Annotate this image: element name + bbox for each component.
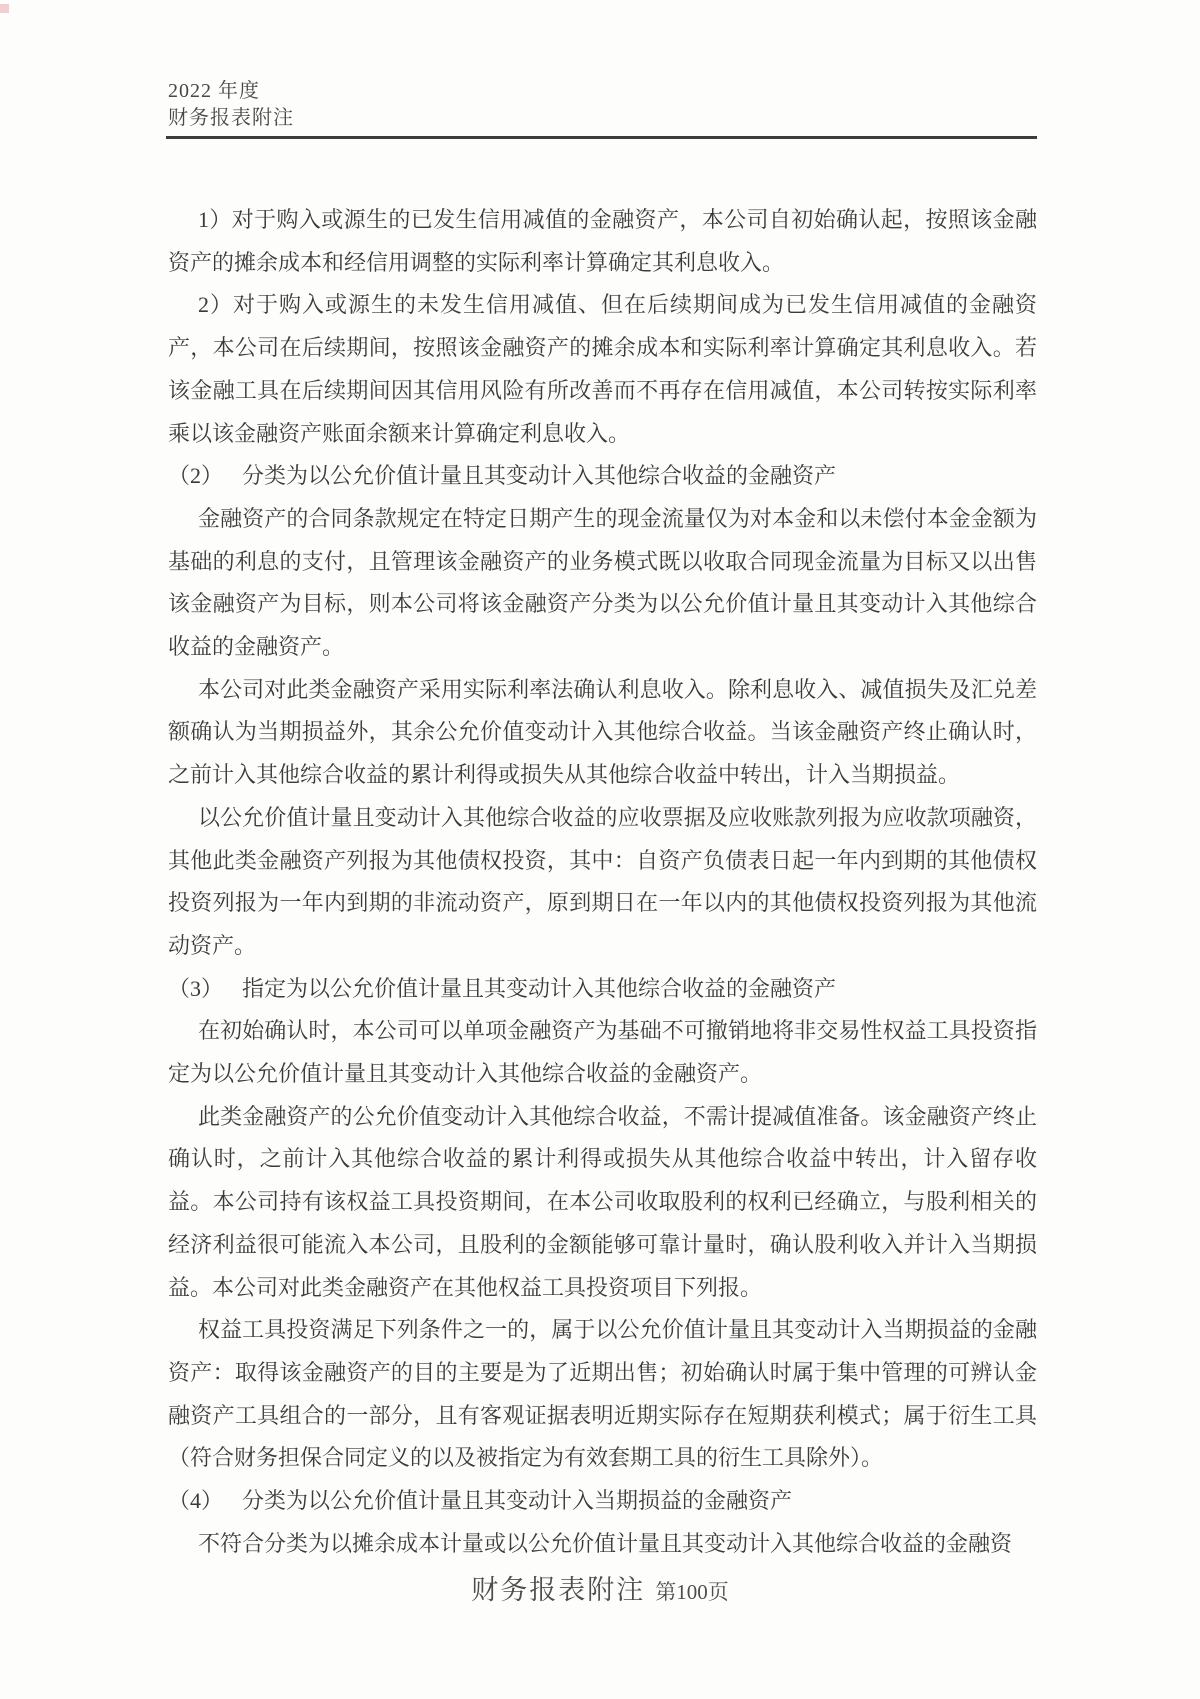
paragraph-fvtpl-conditions: 权益工具投资满足下列条件之一的，属于以公允价值计量且其变动计入当期损益的金融资产：取得该金融资产的目的主要是为了近期出售；初始确认时属于集中管理的可辨认金融资产工具组合的一部分，且有客观证据表明近期实际存在短期获利模式；属于衍生工具（符合财务担保合同定义的以及被指定为有效套期工具的衍生工具除外）。 [168,1317,1037,1471]
heading-text: 指定为以公允价值计量且其变动计入其他综合收益的金融资产 [242,975,837,1001]
paragraph-receivables-financing: 以公允价值计量且变动计入其他综合收益的应收票据及应收账款列报为应收款项融资，其他此类金融资产列报为其他债权投资，其中：自资产负债表日起一年内到期的其他债权投资列报为一年内到期的非流动资产，原到期日在一年以内的其他债权投资列报为其他流动资产。 [168,804,1037,958]
header-title-line: 财务报表附注 [168,107,294,129]
heading-number: （3） [168,975,224,1001]
footer-title: 财务报表附注 [471,1575,646,1605]
paragraph-contract-terms: 金融资产的合同条款规定在特定日期产生的现金流量仅为对本金和以未偿付本金金额为基础的利息的支付，且管理该金融资产的业务模式既以收取合同现金流量为目标又以出售该金融资产为目标，则本公司将该金融资产分类为以公允价值计量且其变动计入其他综合收益的金融资产。 [168,505,1037,660]
footer-page-number: 第100页 [655,1580,729,1604]
paragraph-credit-impaired-purchased: 1）对于购入或源生的已发生信用减值的金融资产，本公司自初始确认起，按照该金融资产的摊余成本和经信用调整的实际利率计算确定其利息收入。 [168,207,1037,275]
section-heading-fvoci-classified [168,455,1037,498]
paragraph-equity-instrument-treatment: 此类金融资产的公允价值变动计入其他综合收益，不需计提减值准备。该金融资产终止确认时，之前计入其他综合收益的累计利得或损失从其他综合收益中转出，计入留存收益。本公司持有该权益工具投资期间，在本公司收取股利的权利已经确立，与股利相关的经济利益很可能流入本公司，且股利的金额能够可靠计量时，确认股利收入并计入当期损益。本公司对此类金融资产在其他权益工具投资项目下列报。 [168,1103,1037,1300]
header-rule [166,136,1037,139]
section-heading-fvoci-designated [168,968,1037,1011]
document-body [168,199,1037,1566]
section-heading-fvtpl-classified [168,1480,1037,1523]
paragraph-initial-designation: 在初始确认时，本公司可以单项金融资产为基础不可撤销地将非交易性权益工具投资指定为以公允价值计量且其变动计入其他综合收益的金融资产。 [168,1018,1037,1087]
paragraph-effective-interest: 本公司对此类金融资产采用实际利率法确认利息收入。除利息收入、减值损失及汇兑差额确认为当期损益外，其余公允价值变动计入其他综合收益。当该金融资产终止确认时，之前计入其他综合收益的累计利得或损失从其他综合收益中转出，计入当期损益。 [168,676,1037,788]
header-year-line: 2022 年度 [168,80,260,102]
heading-text: 分类为以公允价值计量且其变动计入当期损益的金融资产 [242,1488,793,1514]
heading-number: （2） [168,463,224,489]
scan-artifact [0,4,9,13]
heading-text: 分类为以公允价值计量且其变动计入其他综合收益的金融资产 [242,463,837,489]
page-header [168,78,1037,132]
paragraph-subsequently-impaired: 2）对于购入或源生的未发生信用减值、但在后续期间成为已发生信用减值的金融资产，本公司在后续期间，按照该金融资产的摊余成本和实际利率计算确定其利息收入。若该金融工具在后续期间因其信用风险有所改善而不再存在信用减值，本公司转按实际利率乘以该金融资产账面余额来计算确定利息收入。 [168,292,1037,446]
paragraph-not-qualifying: 不符合分类为以摊余成本计量或以公允价值计量且其变动计入其他综合收益的金融资 [198,1530,1013,1556]
page-footer [0,1568,1200,1607]
heading-number: （4） [168,1488,224,1514]
